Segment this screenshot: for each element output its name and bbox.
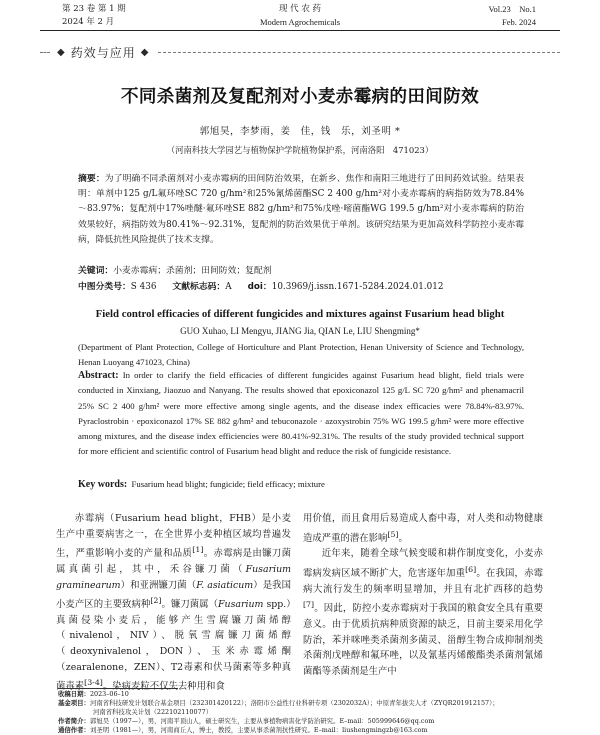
citation: [7] <box>303 600 315 610</box>
footnote-label: 通信作者： <box>58 726 90 734</box>
footnote-text: 河南省科技研发计划联合基金项目（232301420122）；洛阳市公益性行业科研专项（2302032A）；中原青年拔尖人才（ZYQR201912157）； <box>89 699 499 707</box>
body-column-right <box>303 511 543 679</box>
affiliation-en: (Department of Plant Protection, College of Horticulture and Plant Protection, Henan University of Science and Technology, Henan Luoyang 471023, China) <box>78 342 524 368</box>
article-title-cn: 不同杀菌剂及复配剂对小麦赤霉病的田间防效 <box>121 87 479 107</box>
clc-value: S 436 <box>130 282 157 292</box>
footnote-funding-cont: 河南省科技攻关计划（222102110077） <box>93 708 213 716</box>
species-name: Fusarium graminearum <box>56 563 291 591</box>
authors-cn: 郭旭昊，李梦雨，姜 佳，钱 乐，刘圣明 * <box>199 126 401 137</box>
volume-label: Vol.23 No.1 <box>488 4 536 14</box>
abstract-cn <box>78 172 524 262</box>
body-text: 。 <box>398 532 408 544</box>
body-text: 。镰刀菌属（ <box>161 599 219 611</box>
keywords-cn <box>78 264 524 279</box>
section-tag-label: 药效与应用 <box>70 45 136 60</box>
keywords-en <box>78 477 524 492</box>
species-name: F. asiaticum <box>196 579 254 591</box>
clc-label: 中图分类号： <box>78 282 131 292</box>
doc-code-label: 文献标志码： <box>172 282 226 292</box>
footnote-funding <box>58 699 548 708</box>
body-text: 。染病麦粒不仅失去种用和食 <box>102 681 225 693</box>
keywords-cn-text: 小麦赤霉病；杀菌剂；田间防效；复配剂 <box>113 266 272 276</box>
footnote-label: 收稿日期： <box>58 690 90 698</box>
keywords-en-label: Key words: <box>78 479 128 490</box>
abstract-cn-text: 为了明确不同杀菌剂对小麦赤霉病的田间防治效果，在新乡、焦作和南阳三地进行了田间药效试验。结果表明：单剂中125 g/L氟环唑SC 720 g/hm²和25%氰烯菌酯SC 2 400 g/hm²对小麦赤霉病的病指防效为78.84%～83.97%；复配剂中17%唑醚·氟环唑SE 882 g/hm²和75%戊唑·嘧菌酯WG 199.5 g/hm²对小麦赤霉病的防治效果较好，病指防效为80.41%～92.31%，复配剂的防治效果优于单剂。该研究结果为更加高效科学防控小麦赤霉病，降低抗性风险提供了技术支撑。 <box>78 174 524 245</box>
footnote-rule <box>58 688 178 689</box>
diamond-icon: ◆ <box>140 46 150 58</box>
dashed-divider <box>158 52 560 53</box>
body-text: 。因此，防控小麦赤霉病对于我国的粮食安全具有重要意义。由于优质抗病种质资源的缺乏，目前主要采用化学防治，苯并咪唑类杀菌剂多菌灵、甾醇生物合成抑制剂类杀菌剂戊唑醇和氟环唑，以及氰基丙烯酸酯类杀菌剂氰烯菌酯等杀菌剂是生产中 <box>303 603 543 677</box>
citation: [3-4] <box>84 678 103 688</box>
doi-value: 10.3969/j.issn.1671-5284.2024.01.012 <box>271 282 444 292</box>
footnote-received <box>58 690 548 699</box>
doc-code-value: A <box>225 282 232 292</box>
body-text: 。赤霉病是由镰刀菌属真菌引起，其中，禾谷镰刀菌（ <box>56 548 291 575</box>
paragraph <box>303 511 543 546</box>
section-tag <box>52 42 154 62</box>
citation: [6] <box>465 564 477 574</box>
footnote-text: 刘圣明（1981—），男，河南商丘人，博士，教授，主要从事杀菌剂抗性研究。E–mail：liushengmingzb@163.com <box>89 726 428 734</box>
abstract-en <box>78 368 524 474</box>
footnote-label: 基金项目： <box>58 699 90 707</box>
doi-label: doi： <box>247 282 272 292</box>
species-name: Fusarium <box>218 599 264 611</box>
body-text: 用价值，而且食用后易造成人畜中毒，对人类和动物健康造成严重的潜在影响 <box>303 513 543 544</box>
body-text: spp.）真菌侵染小麦后，能够产生雪腐镰刀菌烯醇（nivalenol，NIV）、脱氧雪腐镰刀菌烯醇（deoxynivalenol，DON）、玉米赤霉烯酮（zearalenone，ZEN）、T2毒素和伏马菌素等多种真菌毒素 <box>56 599 291 693</box>
journal-name-cn: 现 代 农 药 <box>278 4 322 14</box>
keywords-en-text: Fusarium head blight; fungicide; field efficacy; mixture <box>131 479 325 489</box>
abstract-cn-label: 摘要： <box>78 174 105 184</box>
journal-name-en: Modern Agrochemicals <box>259 17 341 27</box>
abstract-en-text: In order to clarify the field efficacies of different fungicides against Fusarium head blight, field trials were conducted in Xinxiang, Jiaozuo and Nanyang. The results showed that epoxiconazol 125 g/L SC 720 g/hm² and phenamacril 25% SC 2 400 g/hm² were more effective among single agents, and the disease index efficacies were 78.84%-83.97%. Pyraclostrobin · epoxiconazol 17% SE 882 g/hm² and tebuconazole · azoxystrobin 75% WG 199.5 g/hm² were more effective among mixtures, and the disease index efficiencies were 80.41%-92.31%. The results of the study provided technical support for more efficient and scientific control of Fusarium head blight and reduce the risk of fungicide resistance. <box>78 370 524 457</box>
footnote-text: 2023–06–10 <box>89 690 129 698</box>
footnote-label: 作者简介： <box>58 717 90 725</box>
dashed-divider <box>40 52 50 53</box>
issue-label: 第 23 卷 第 1 期 <box>62 4 126 14</box>
date-label: 2024 年 2 月 <box>62 17 115 27</box>
paragraph <box>303 546 543 679</box>
affiliation-cn: （河南科技大学园艺与植物保护学院植物保护系，河南洛阳 471023） <box>166 145 434 155</box>
footnote-author <box>58 717 548 726</box>
footnote-text: 郭旭昊（1997—），男，河南平顶山人，硕士研究生，主要从事植物病害化学防治研究。E–mail：505999646@qq.com <box>89 717 435 725</box>
footnote-corresponding <box>58 726 548 735</box>
keywords-cn-label: 关键词： <box>78 266 114 276</box>
diamond-icon: ◆ <box>57 46 66 58</box>
body-text: ）是我国小麦产区的主要致病种 <box>56 579 291 611</box>
date-en-label: Feb. 2024 <box>502 17 536 27</box>
citation: [5] <box>387 529 399 539</box>
body-text: 近年来，随着全球气候变暖和耕作制度变化，小麦赤霉病发病区域不断扩大，危害逐年加重 <box>303 548 543 580</box>
body-column-left <box>56 511 291 695</box>
authors-en: GUO Xuhao, LI Mengyu, JIANG Jia, QIAN Le, LIU Shengming* <box>180 326 420 336</box>
citation: [1] <box>192 545 204 555</box>
header-rule <box>40 30 560 31</box>
body-text: 赤霉病（Fusarium head blight，FHB）是小麦生产中重要病害之一，在全世界小麦种植区域均普遍发生，严重影响小麦的产量和品质 <box>56 513 291 560</box>
abstract-en-label: Abstract: <box>78 370 119 381</box>
citation: [2] <box>150 596 162 606</box>
classification-line <box>78 280 524 295</box>
body-text: ）和亚洲镰刀菌（ <box>120 579 197 591</box>
article-title-en: Field control efficacies of different fungicides and mixtures against Fusarium head blight <box>95 308 505 320</box>
body-text: 。在我国，赤霉病大流行发生的频率明显增加，并且有北扩西移的趋势 <box>303 568 543 595</box>
